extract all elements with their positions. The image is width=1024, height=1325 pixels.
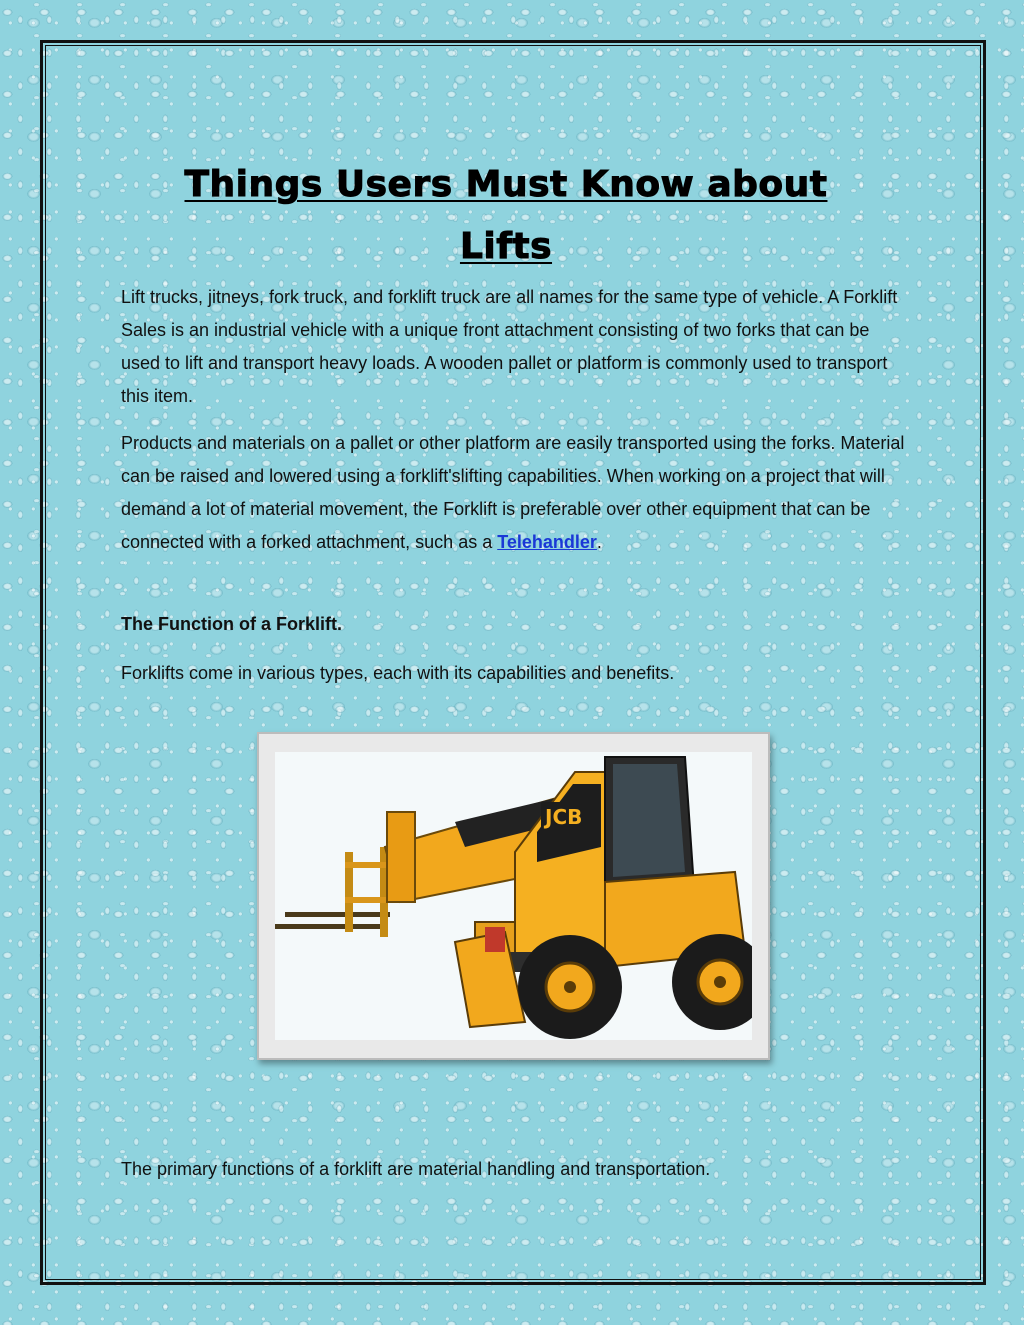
page-title-line-1: Things Users Must Know about — [184, 164, 828, 206]
forklift-image-frame — [257, 732, 770, 1060]
section-heading: The Function of a Forklift. — [121, 614, 342, 634]
types-paragraph: Forklifts come in various types, each with its capabilities and benefits. — [121, 663, 675, 683]
page-title — [121, 154, 891, 278]
functions-paragraph: The primary functions of a forklift are material handling and transportation. — [121, 1159, 711, 1179]
telehandler-link[interactable]: Telehandler — [497, 532, 597, 552]
forks-paragraph-end: . — [596, 532, 602, 552]
forks-paragraph-text: Products and materials on a pallet or other platform are easily transported using the forks. Material can be raised and lowered using a forklift'slifting capabilities. When working on a project that will demand a lot of material movement, the Forklift is preferable over other equipment that can be connected with a forked attachment, such as a — [121, 433, 905, 552]
forks-paragraph — [121, 427, 911, 559]
forks-graphic — [275, 847, 390, 937]
telehandler-image — [275, 752, 752, 1040]
telehandler-illustration — [275, 752, 752, 1040]
intro-paragraph: Lift trucks, jitneys, fork truck, and forklift truck are all names for the same type of vehicle. A Forklift Sales is an industrial vehicle with a unique front attachment consisting of two forks that can be used to lift and transport heavy loads. A wooden pallet or platform is commonly used to transport this item. — [121, 287, 898, 406]
front-wheel-graphic — [518, 935, 622, 1039]
jcb-logo-text: JCB — [545, 805, 583, 829]
page-title-line-2: Lifts — [459, 226, 553, 268]
